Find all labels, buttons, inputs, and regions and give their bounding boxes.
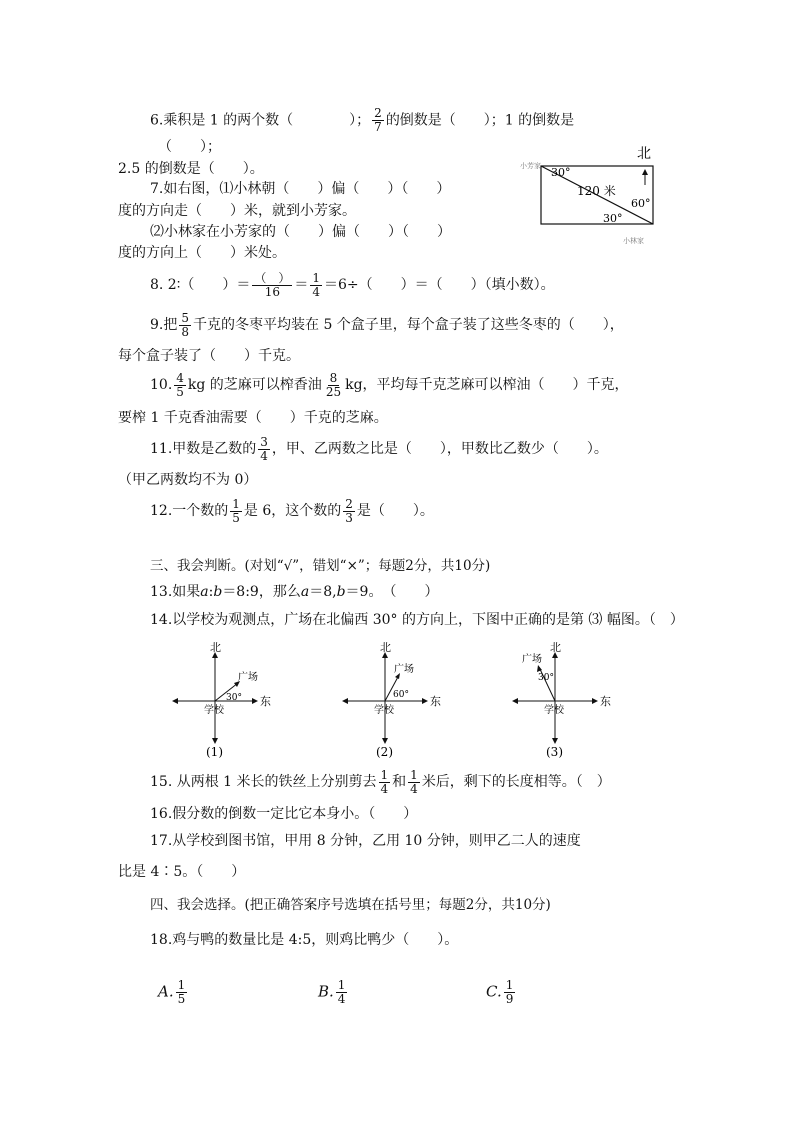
q12-line <box>150 497 434 525</box>
q10-fraction-1 <box>174 372 186 399</box>
d1-angle-label: 30° <box>226 693 242 703</box>
q6-line1 <box>150 107 574 134</box>
d1-square-label: 广场 <box>238 672 258 683</box>
q8-text-a: 8. 2∶（ ）＝ <box>150 277 251 293</box>
q13-var-b2: b <box>336 584 346 600</box>
q10-frac2-num: 8 <box>329 370 338 385</box>
d2-south-arrowhead <box>382 738 388 744</box>
q12-frac2-den: 3 <box>345 510 353 525</box>
q14-diagram-3 <box>510 642 620 760</box>
q18-option-c-den: 9 <box>505 992 514 1006</box>
map-distance: 120 米 <box>577 184 616 198</box>
q9-frac-den: 8 <box>181 324 189 339</box>
q12-text-b: 是 6，这个数的 <box>243 503 342 519</box>
q18-option-a-den: 5 <box>177 992 186 1006</box>
q7-line1: 7.如右图，⑴小林朝（ ）偏（ ）（ ） <box>150 181 451 197</box>
q7-map-diagram <box>515 140 675 248</box>
q12-text-c: 是（ ）。 <box>356 503 434 519</box>
q9-fraction <box>179 312 191 339</box>
q15-text-b: 和 <box>392 774 407 790</box>
d3-west-arrowhead <box>512 698 518 704</box>
q18-option-c-num: 1 <box>505 978 514 992</box>
q18-option-c[interactable] <box>486 979 517 1006</box>
d2-school-label: 学校 <box>374 705 394 716</box>
q15-text-c: 米后，剩下的长度相等。（ ） <box>421 774 611 790</box>
d2-east-arrowhead <box>422 698 428 704</box>
d2-square-label: 广场 <box>394 664 414 675</box>
q15-frac1-num: 1 <box>380 767 389 782</box>
q10-line2: 要榨 1 千克香油需要（ ）千克的芝麻。 <box>118 410 388 426</box>
d1-caption: (1) <box>206 745 223 759</box>
map-angle-1: 30° <box>551 166 571 179</box>
q8-frac1-den: 16 <box>264 284 280 299</box>
q17-line1: 17.从学校到图书馆，甲用 8 分钟，乙用 10 分钟，则甲乙二人的速度 <box>150 833 581 849</box>
q18-option-b-den: 4 <box>337 992 346 1006</box>
q9-line2: 每个盒子装了（ ）千克。 <box>118 348 300 364</box>
d3-caption: (3) <box>546 745 563 759</box>
q12-fraction-1 <box>230 498 242 525</box>
q8-frac1-num: （ ） <box>254 270 291 285</box>
q12-frac2-num: 2 <box>345 496 353 511</box>
q18-option-b[interactable] <box>318 979 349 1006</box>
d2-north-label: 北 <box>380 642 391 654</box>
q15-line <box>150 768 611 796</box>
q7-line4: 度的方向上（ ）米处。 <box>118 245 286 261</box>
q17-line2: 比是 4∶5。（ ） <box>118 864 246 880</box>
q6-line2: （ ）； <box>158 139 221 155</box>
q6-fraction <box>372 107 384 134</box>
q8-line <box>150 271 555 299</box>
q14-text: 14.以学校为观测点，广场在北偏西 30° 的方向上，下图中正确的是第 ⑶ 幅图。（ ） <box>150 612 684 628</box>
q8-fraction-1 <box>252 272 292 299</box>
q12-fraction-2 <box>343 498 355 525</box>
q12-text-a: 12.一个数的 <box>150 503 229 519</box>
q13-text-d: ＝8, <box>309 584 337 600</box>
q11-fraction <box>258 436 270 463</box>
q13-text-a: 13.如果 <box>150 584 201 600</box>
q15-frac2-num: 1 <box>410 767 418 782</box>
q7-line3: ⑵小林家在小芳家的（ ）偏（ ）（ ） <box>150 224 451 240</box>
map-angle-3: 30° <box>603 212 623 225</box>
q12-frac1-den: 5 <box>232 510 240 525</box>
q18-option-a-num: 1 <box>177 978 186 992</box>
q10-fraction-2 <box>324 372 343 399</box>
q15-frac1-den: 4 <box>380 781 389 796</box>
d2-west-arrowhead <box>342 698 348 704</box>
q13-colon: : <box>208 584 214 600</box>
q11-line1 <box>150 435 608 463</box>
d3-south-arrowhead <box>552 738 558 744</box>
q13-text-c: ＝8:9，那么 <box>222 584 301 600</box>
d3-school-label: 学校 <box>544 705 564 716</box>
q11-frac-num: 3 <box>260 434 268 449</box>
q9-line1 <box>150 311 624 339</box>
d1-east-arrowhead <box>252 698 258 704</box>
q18-option-c-label: C. <box>486 982 502 1001</box>
q15-text-a: 15. 从两根 1 米长的铁丝上分别剪去 <box>150 774 377 790</box>
map-angle-2: 60° <box>631 197 651 210</box>
q18-option-a-label: A. <box>158 982 174 1001</box>
q6-text-b: 的倒数是（ ）；1 的倒数是 <box>385 112 575 129</box>
q13-var-b: b <box>213 584 223 600</box>
q14-diagram-2 <box>340 642 450 760</box>
q18-option-a[interactable] <box>158 979 189 1006</box>
q9-frac-num: 5 <box>181 310 189 325</box>
q6-frac-num: 2 <box>374 106 382 120</box>
q13-text-e: ＝9。 （ ） <box>345 584 439 600</box>
section-4-heading: 四、我会选择。(把正确答案序号选填在括号里；每题2分，共10分) <box>150 897 551 913</box>
q10-text-a: 10. <box>150 377 173 393</box>
q8-frac2-den: 4 <box>312 284 321 299</box>
q12-frac1-num: 1 <box>232 496 240 511</box>
q13-line <box>150 582 438 602</box>
q10-frac1-num: 4 <box>176 370 184 385</box>
q11-line2: （甲乙两数均不为 0） <box>118 472 258 488</box>
d2-caption: (2) <box>376 745 393 759</box>
d1-school-label: 学校 <box>204 705 224 716</box>
q14-diagram-1 <box>170 642 280 760</box>
map-north-label: 北 <box>637 146 651 162</box>
q15-fraction-2 <box>408 769 420 796</box>
q10-frac1-den: 5 <box>176 384 184 399</box>
q10-line1 <box>150 371 629 399</box>
d3-north-label: 北 <box>550 642 561 654</box>
q7-line2: 度的方向走（ ）米，就到小芳家。 <box>118 203 356 219</box>
map-north-arrowhead <box>642 169 648 175</box>
q11-text-b: ，甲、乙两数之比是（ ），甲数比乙数少（ ）。 <box>271 441 608 457</box>
q9-text-a: 9.把 <box>150 317 178 333</box>
q6-frac-den: 7 <box>374 120 382 134</box>
q18-option-b-num: 1 <box>337 978 346 992</box>
d1-east-label: 东 <box>260 695 271 708</box>
map-home-xiaolin: 小林家 <box>623 237 644 245</box>
q18-option-c-fraction <box>504 979 516 1006</box>
d2-angle-label: 60° <box>393 690 409 700</box>
q8-fraction-2 <box>310 272 322 299</box>
section-3-heading: 三、我会判断。(对划“√”，错划“×”；每题2分，共10分) <box>150 558 491 574</box>
q18-text: 18.鸡与鸭的数量比是 4:5，则鸡比鸭少（ ）。 <box>150 932 459 948</box>
q6-line3: 2.5 的倒数是（ ）。 <box>118 161 264 177</box>
q6-text-a: 6.乘积是 1 的两个数（ ）； <box>150 112 371 129</box>
q13-var-a2: a <box>300 584 310 600</box>
q10-text-b: kg 的芝麻可以榨香油 <box>187 377 322 393</box>
q15-frac2-den: 4 <box>410 781 418 796</box>
map-home-xiaofang: 小芳家 <box>520 162 541 170</box>
q18-option-b-label: B. <box>318 982 334 1001</box>
q16-text: 16.假分数的倒数一定比它本身小。（ ） <box>150 806 418 822</box>
q9-text-b: 千克的冬枣平均装在 5 个盒子里，每个盒子装了这些冬枣的（ ）， <box>193 317 624 333</box>
q11-text-a: 11.甲数是乙数的 <box>150 441 257 457</box>
q10-frac2-den: 25 <box>325 384 342 399</box>
d3-east-label: 东 <box>600 695 611 708</box>
d1-south-arrowhead <box>212 738 218 744</box>
d1-north-label: 北 <box>210 642 221 654</box>
d3-angle-label: 30° <box>538 673 554 683</box>
q10-text-c: kg，平均每千克芝麻可以榨油（ ）千克， <box>345 377 629 393</box>
d3-square-label: 广场 <box>522 654 542 665</box>
d1-west-arrowhead <box>172 698 178 704</box>
q18-option-b-fraction <box>336 979 348 1006</box>
q8-eq: ＝ <box>294 277 309 293</box>
q11-frac-den: 4 <box>260 448 268 463</box>
q15-fraction-1 <box>379 769 391 796</box>
d3-east-arrowhead <box>592 698 598 704</box>
q8-frac2-num: 1 <box>312 270 321 285</box>
q18-option-a-fraction <box>176 979 188 1006</box>
q8-text-b: ＝6÷（ ）＝（ ）（填小数）。 <box>324 277 555 293</box>
q13-var-a: a <box>200 584 209 600</box>
d2-east-label: 东 <box>430 695 441 708</box>
